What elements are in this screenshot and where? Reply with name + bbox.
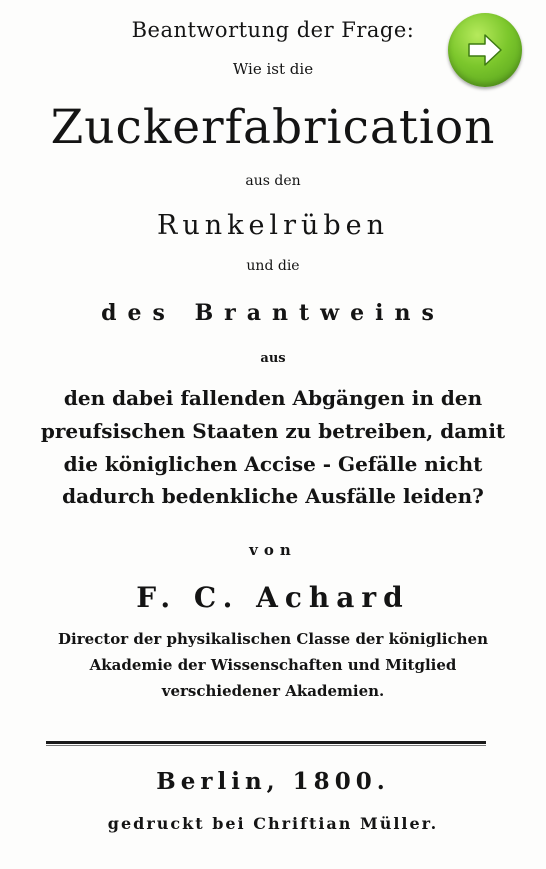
subheading-wie: Wie ist die [232, 60, 314, 78]
connector-und-die: und die [246, 258, 300, 274]
main-title: Zuckerfabrication [50, 100, 496, 155]
title-brantweins: des Brantweins [101, 300, 445, 326]
divider-rule-thin [46, 745, 486, 746]
imprint-place: Berlin, 1800. [156, 768, 390, 795]
connector-aus: aus [260, 351, 286, 366]
connector-aus-den: aus den [245, 173, 301, 189]
arrow-right-icon [465, 31, 505, 69]
author-desc-1: Director der physikalischen Classe der königlichen [58, 630, 488, 648]
body-line-4: dadurch bedenkliche Ausfälle leiden? [62, 484, 484, 508]
von-label: von [249, 541, 297, 559]
imprint-printer: gedruckt bei Chriftian Müller. [107, 814, 439, 833]
author-name: F. C. Achard [136, 581, 410, 614]
divider-rule [46, 741, 486, 744]
question-heading: Beantwortung der Frage: [131, 18, 415, 42]
title-runkelrueben: Runkelrüben [156, 210, 390, 241]
next-page-button[interactable] [448, 13, 522, 87]
body-line-3: die königlichen Accise - Gefälle nicht [63, 452, 483, 476]
author-desc-2: Akademie der Wissenschaften und Mitglied [89, 656, 457, 674]
author-desc-3: verschiedener Akademien. [161, 682, 385, 700]
body-line-2: preufsischen Staaten zu betreiben, damit [40, 419, 506, 443]
body-line-1: den dabei fallenden Abgängen in den [63, 386, 483, 410]
